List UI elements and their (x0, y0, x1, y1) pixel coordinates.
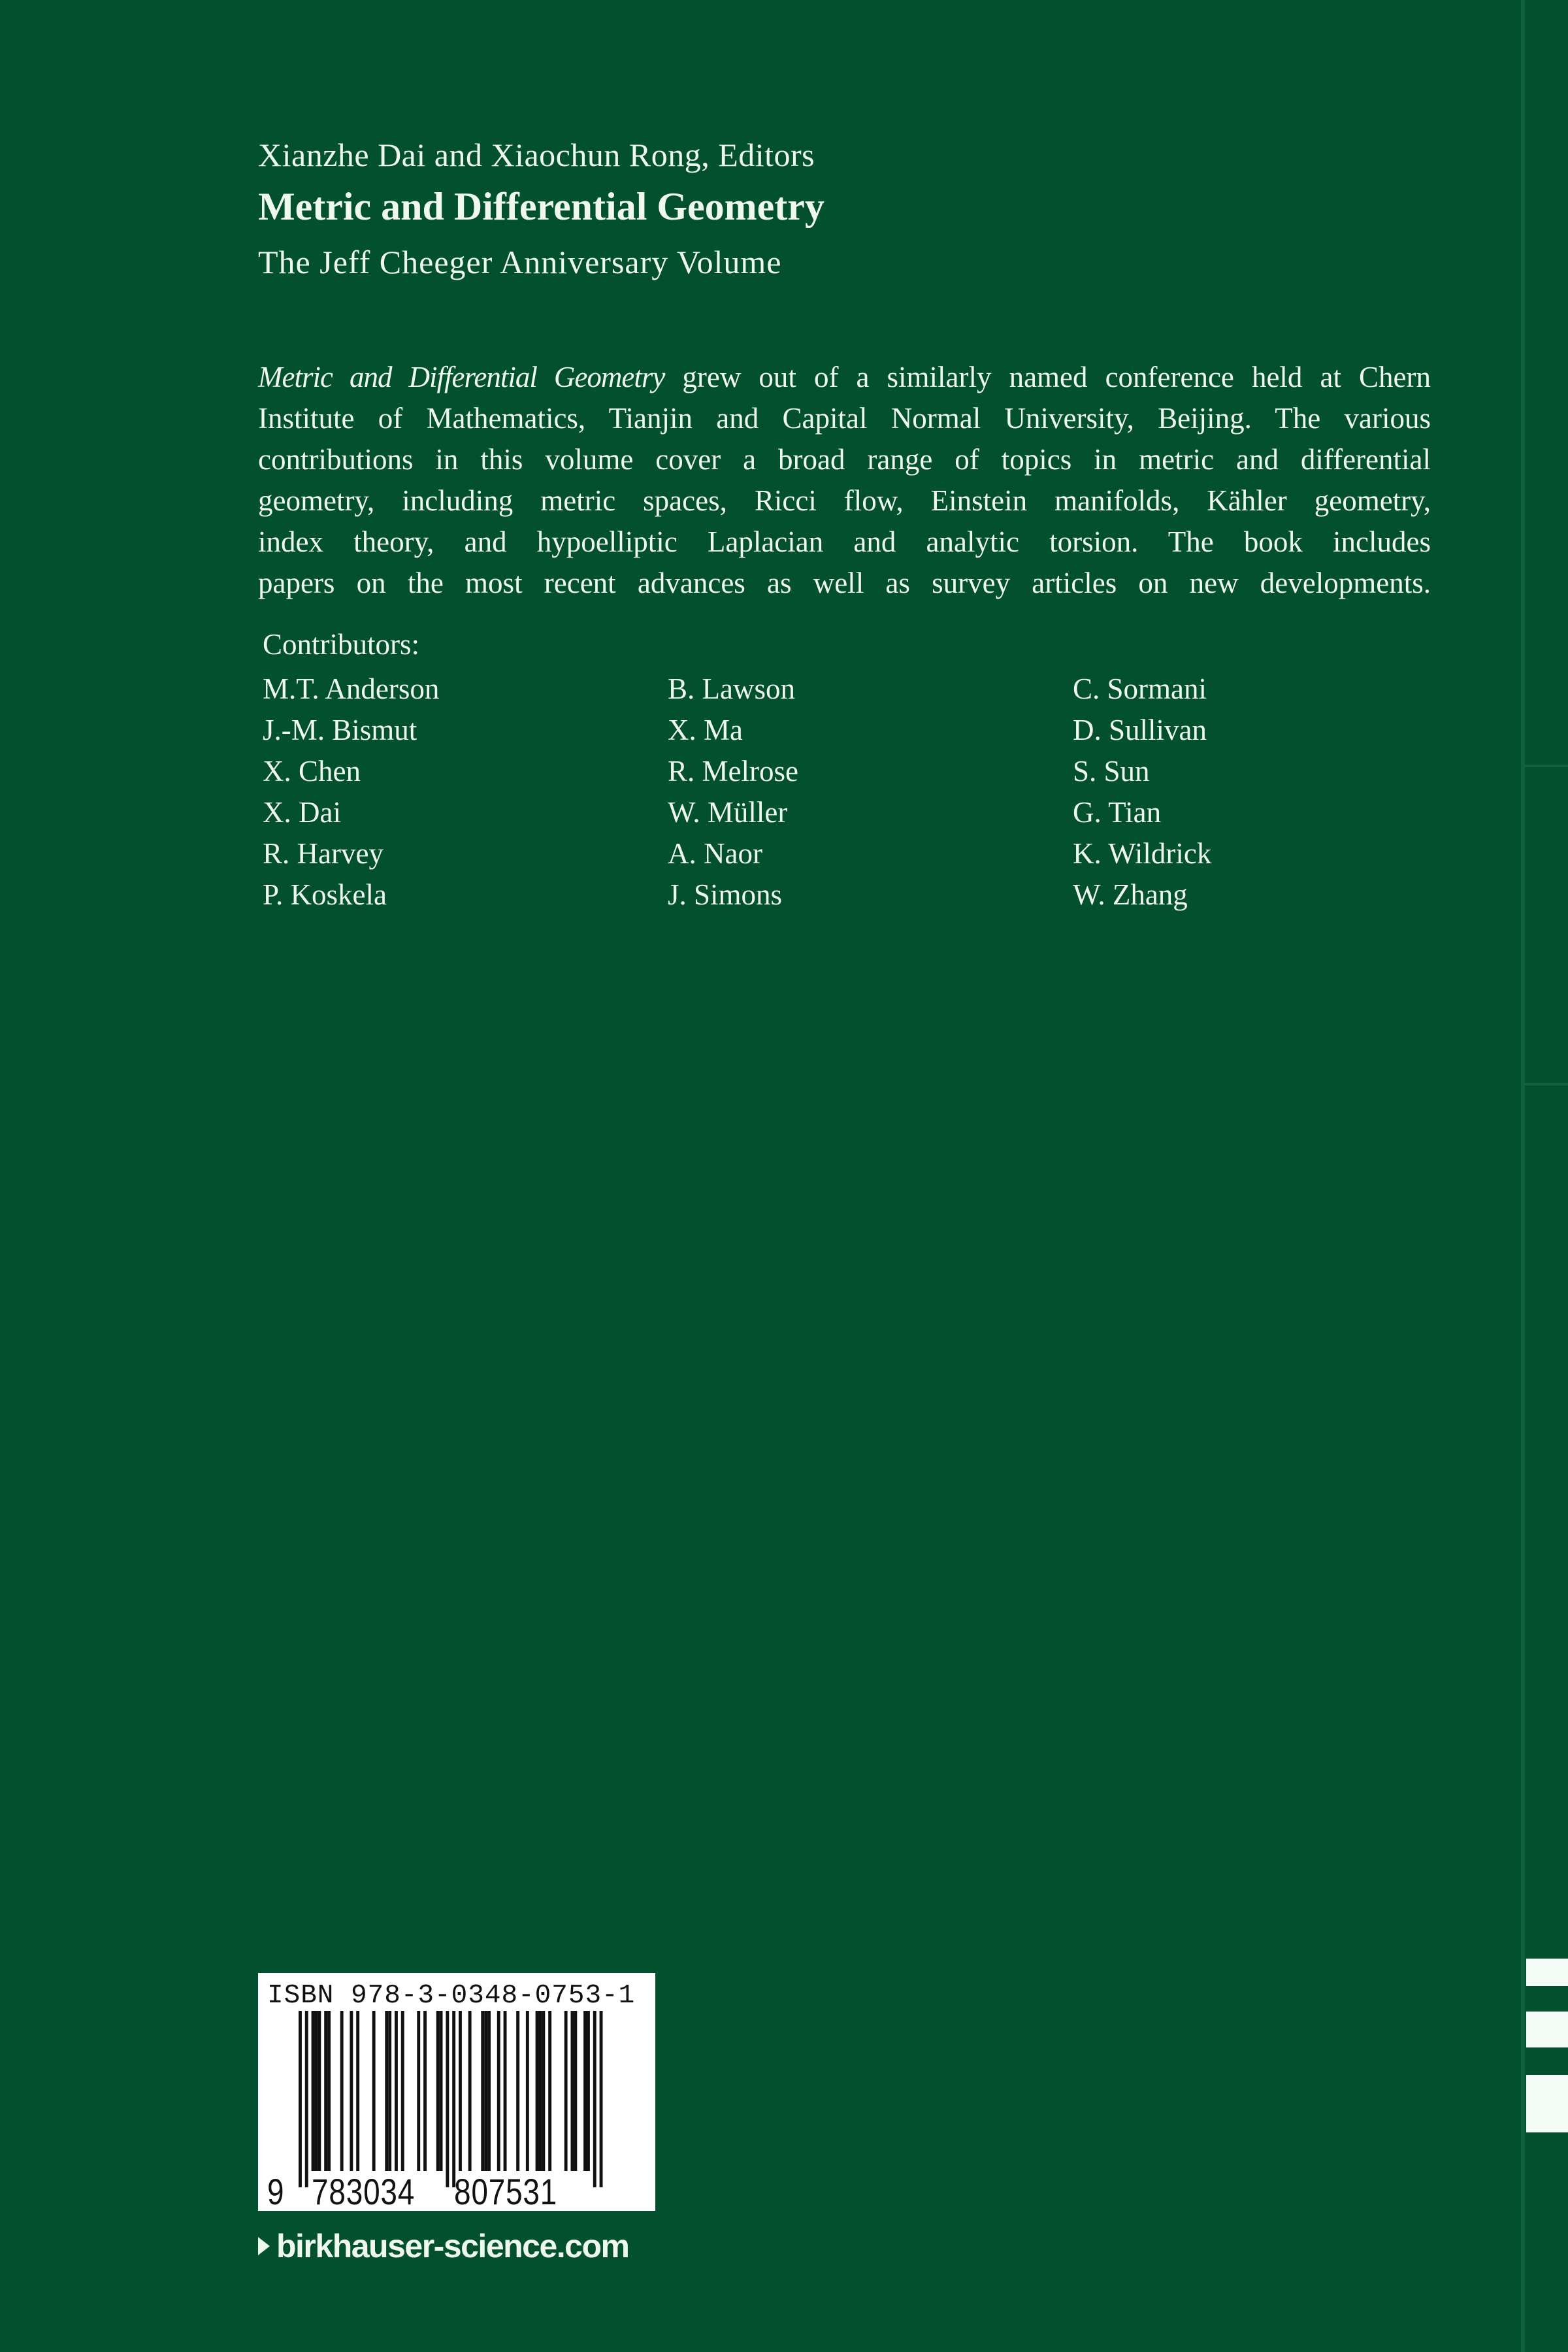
barcode-bar (446, 2011, 449, 2187)
arrow-right-icon (258, 2237, 270, 2255)
divider-line (1525, 765, 1568, 767)
description-line: index theory, and hypoelliptic Laplacian and analytic torsion. The book includes (258, 525, 1431, 558)
contributor: K. Wildrick (1073, 837, 1212, 870)
barcode-bar (468, 2011, 472, 2171)
barcode-bar (395, 2011, 398, 2171)
contributor: X. Dai (263, 796, 341, 829)
description-line (258, 357, 1431, 398)
barcode-bar (548, 2011, 551, 2171)
barcode-bar (526, 2011, 529, 2171)
barcode-bar (312, 2011, 315, 2171)
barcode-bar (436, 2011, 440, 2171)
barcode-bar (305, 2011, 308, 2187)
barcode-bar (487, 2011, 491, 2171)
barcode-bar (542, 2011, 545, 2171)
contributors-column (668, 669, 798, 916)
barcode-bar (299, 2011, 302, 2187)
barcode-bar (372, 2011, 376, 2171)
barcode-bar (539, 2011, 542, 2171)
barcode-bar (401, 2011, 404, 2171)
contributor: X. Chen (263, 755, 361, 787)
book-title: Metric and Differential Geometry (258, 185, 825, 228)
contributor: R. Melrose (668, 755, 798, 787)
spine-tab-mark (1526, 2012, 1568, 2047)
publisher-website[interactable] (258, 2227, 629, 2265)
barcode-left-digits: 783034 (312, 2171, 416, 2212)
contributor: X. Ma (668, 714, 743, 746)
barcode-bar (417, 2011, 420, 2171)
barcode-bar (481, 2011, 484, 2171)
barcode-bar (536, 2011, 539, 2171)
barcode-bar (315, 2011, 318, 2171)
book-subtitle: The Jeff Cheeger Anniversary Volume (258, 244, 782, 280)
barcode-bar (340, 2011, 344, 2171)
barcode-bar (484, 2011, 487, 2171)
barcode-bar (327, 2011, 331, 2171)
barcode-right-digits: 807531 (454, 2171, 558, 2212)
barcode-bar (504, 2011, 507, 2171)
description-line: papers on the most recent advances as well as survey articles on new developments. (258, 567, 1431, 599)
barcode-bar (440, 2011, 443, 2171)
barcode-bar (385, 2011, 388, 2171)
description-italic-title: Metric and Differential Geometry (258, 361, 665, 393)
barcode-bar (318, 2011, 321, 2171)
contributor: M.T. Anderson (263, 672, 440, 705)
contributor: B. Lawson (668, 672, 795, 705)
contributors-column (263, 669, 439, 916)
barcode-bar (583, 2011, 587, 2171)
barcode-bar (574, 2011, 577, 2171)
contributor: G. Tian (1073, 796, 1162, 829)
contributor: C. Sormani (1073, 672, 1207, 705)
contributors-column (1073, 669, 1211, 916)
contributor: A. Naor (668, 837, 762, 870)
spine-tab-mark (1526, 1959, 1568, 1986)
description-line: contributions in this volume cover a broad range of topics in metric and differential (258, 443, 1431, 476)
contributor: D. Sullivan (1073, 714, 1207, 746)
barcode-bar (593, 2011, 596, 2187)
barcode-bar (356, 2011, 359, 2171)
barcode-bar (564, 2011, 568, 2171)
spine-tab-mark (1526, 2075, 1568, 2132)
contributor: J.-M. Bismut (263, 714, 417, 746)
website-text: birkhauser-science.com (276, 2228, 629, 2264)
barcode-bar (587, 2011, 590, 2171)
isbn-barcode (258, 1973, 655, 2211)
description-text: grew out of a similarly named conference held at Chern (664, 361, 1431, 393)
barcode-bar (350, 2011, 353, 2171)
contributors-label: Contributors: (263, 628, 420, 661)
barcode-bar (423, 2011, 427, 2171)
spine-edge (1521, 0, 1525, 2352)
barcode-bar (452, 2011, 455, 2187)
contributor: W. Müller (668, 796, 788, 829)
barcode-bar (516, 2011, 519, 2171)
barcode-bar (497, 2011, 500, 2171)
barcode-bar (571, 2011, 574, 2171)
contributor: R. Harvey (263, 837, 384, 870)
isbn-label: ISBN 978-3-0348-0753-1 (267, 1981, 636, 2011)
editors: Xianzhe Dai and Xiaochun Rong, Editors (258, 137, 815, 173)
contributor: S. Sun (1073, 755, 1150, 787)
description-line: geometry, including metric spaces, Ricci flow, Einstein manifolds, Kähler geometry, (258, 484, 1431, 517)
contributor: P. Koskela (263, 878, 387, 911)
contributor: W. Zhang (1073, 878, 1188, 911)
barcode-bar (324, 2011, 327, 2171)
description (258, 357, 1431, 604)
contributor: J. Simons (668, 878, 783, 911)
barcode-bar (600, 2011, 603, 2187)
description-line: Institute of Mathematics, Tianjin and Capital Normal University, Beijing. The various (258, 402, 1431, 435)
barcode-first-digit: 9 (267, 2171, 284, 2212)
divider-line (1525, 1083, 1568, 1085)
barcode-bar (388, 2011, 391, 2171)
barcode-bar (459, 2011, 462, 2171)
